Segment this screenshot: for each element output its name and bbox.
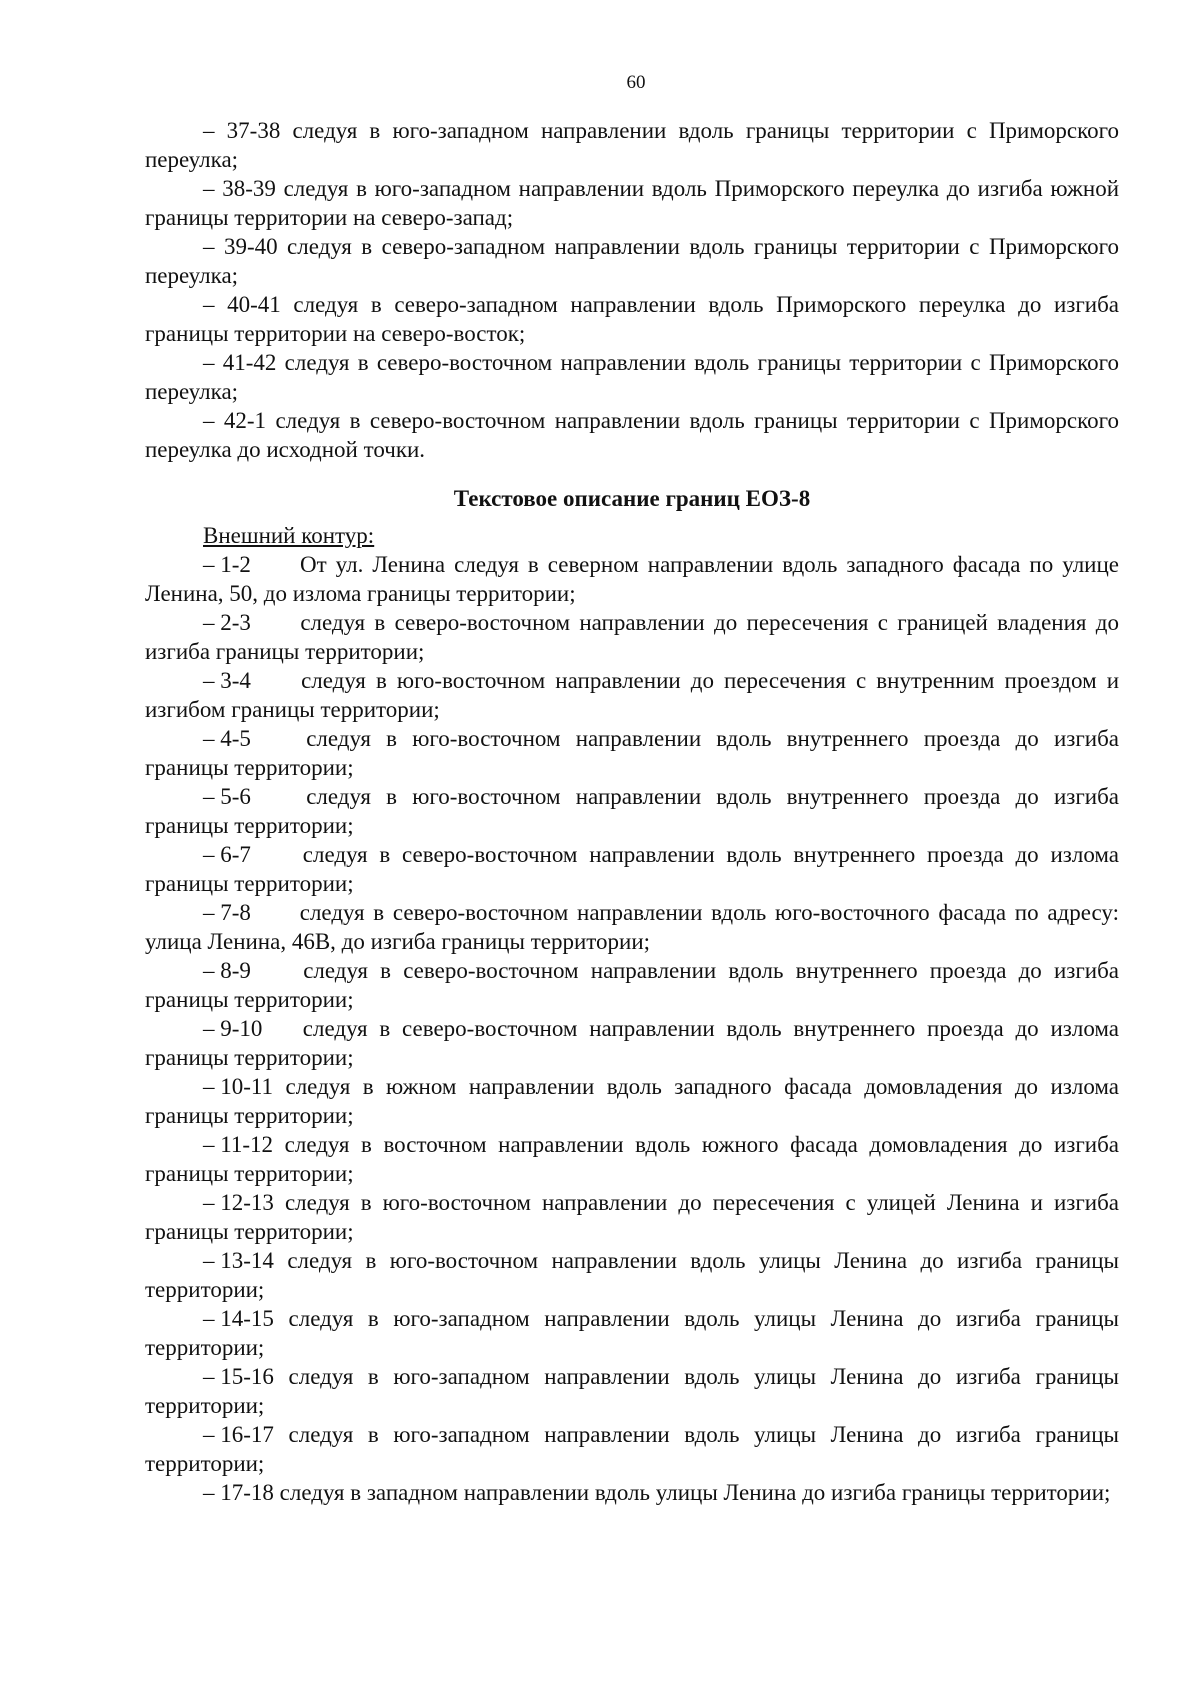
segment-code: – 14-15 (203, 1306, 274, 1331)
segment-code: – 9-10 (203, 1016, 263, 1041)
segment-code: – 16-17 (203, 1422, 274, 1447)
boundary-section-eoz8 (145, 550, 1119, 1507)
boundary-segment-paragraph: – 41-42 следуя в северо-восточном направлении вдоль границы территории с Приморского переулка; (145, 350, 1119, 404)
segment-description: следуя в юго-восточном направлении вдоль внутреннего проезда до изгиба границы территории; (145, 784, 1119, 838)
outer-contour-label: Внешний контур: (203, 523, 375, 548)
boundary-segment-paragraph (145, 840, 1119, 898)
segment-description: следуя в юго-западном направлении вдоль улицы Ленина до изгиба границы территории; (145, 1306, 1119, 1360)
boundary-segment-paragraph (145, 1304, 1119, 1362)
boundary-segment-paragraph (145, 666, 1119, 724)
segment-description: От ул. Ленина следуя в северном направлении вдоль западного фасада по улице Ленина, 50, до излома границы территории; (145, 552, 1120, 606)
boundary-segment-paragraph (145, 1014, 1119, 1072)
segment-description: следуя в юго-западном направлении вдоль улицы Ленина до изгиба границы территории; (145, 1364, 1119, 1418)
boundary-segment-paragraph (145, 1478, 1119, 1507)
segment-code: – 17-18 (203, 1480, 274, 1505)
segment-code: – 15-16 (203, 1364, 274, 1389)
segment-description: следуя в западном направлении вдоль улицы Ленина до изгиба границы территории; (279, 1480, 1111, 1505)
segment-code: – 6-7 (203, 842, 251, 867)
segment-description: следуя в юго-восточном направлении до пересечения с улицей Ленина и изгиба границы территории; (145, 1190, 1119, 1244)
document-content (145, 116, 1119, 1507)
segment-description: следуя в восточном направлении вдоль южного фасада домовладения до изгиба границы территории; (145, 1132, 1119, 1186)
segment-description: следуя в юго-восточном направлении до пересечения с внутренним проездом и изгибом границы территории; (145, 668, 1120, 722)
boundary-segment-paragraph (145, 550, 1119, 608)
boundary-segment-paragraph (145, 1072, 1119, 1130)
segment-description: следуя в юго-восточном направлении вдоль улицы Ленина до изгиба границы территории; (145, 1248, 1120, 1302)
segment-code: – 3-4 (203, 668, 251, 693)
segment-code: – 5-6 (203, 784, 251, 809)
boundary-segment-paragraph: – 42-1 следуя в северо-восточном направлении вдоль границы территории с Приморского переулка до исходной точки. (145, 408, 1119, 462)
segment-description: следуя в северо-восточном направлении вдоль внутреннего проезда до излома границы территории; (145, 1016, 1120, 1070)
segment-code: – 10-11 (203, 1074, 274, 1099)
segment-code: – 1-2 (203, 552, 251, 577)
segment-description: следуя в юго-восточном направлении вдоль внутреннего проезда до изгиба границы территории; (145, 726, 1119, 780)
boundary-segment-paragraph (145, 898, 1119, 956)
segment-code: – 7-8 (203, 900, 251, 925)
segment-code: – 2-3 (203, 610, 251, 635)
boundary-segment-paragraph: – 38-39 следуя в юго-западном направлении вдоль Приморского переулка до изгиба южной границы территории на северо-запад; (145, 176, 1119, 230)
boundary-segment-paragraph (145, 1362, 1119, 1420)
segment-description: следуя в северо-восточном направлении вдоль юго-восточного фасада по адресу: улица Ленина, 46В, до изгиба границы территории; (145, 900, 1120, 954)
segment-description: следуя в северо-восточном направлении вдоль внутреннего проезда до излома границы территории; (145, 842, 1120, 896)
boundary-segment-paragraph (145, 782, 1119, 840)
segment-code: – 4-5 (203, 726, 251, 751)
segment-description: следуя в северо-восточном направлении до пересечения с границей владения до изгиба границы территории; (145, 610, 1120, 664)
segment-description: следуя в юго-западном направлении вдоль улицы Ленина до изгиба границы территории; (145, 1422, 1119, 1476)
segment-code: – 11-12 (203, 1132, 274, 1157)
section-heading: Текстовое описание границ ЕОЗ-8 (453, 486, 811, 511)
boundary-segment-paragraph: – 40-41 следуя в северо-западном направлении вдоль Приморского переулка до изгиба границы территории на северо-восток; (145, 292, 1119, 346)
segment-code: – 13-14 (203, 1248, 274, 1273)
segment-code: – 8-9 (203, 958, 251, 983)
boundary-segment-paragraph (145, 1188, 1119, 1246)
boundary-segment-paragraph (145, 1246, 1119, 1304)
boundary-segment-paragraph (145, 1130, 1119, 1188)
boundary-segment-paragraph: – 39-40 следуя в северо-западном направлении вдоль границы территории с Приморского переулка; (145, 234, 1119, 288)
segment-description: следуя в южном направлении вдоль западного фасада домовладения до излома границы территории; (145, 1074, 1120, 1128)
boundary-segment-paragraph (145, 608, 1119, 666)
segment-description: следуя в северо-восточном направлении вдоль внутреннего проезда до изгиба границы территории; (145, 958, 1120, 1012)
boundary-segment-paragraph: – 37-38 следуя в юго-западном направлении вдоль границы территории с Приморского переулка; (145, 118, 1119, 172)
boundary-segment-paragraph (145, 1420, 1119, 1478)
outer-contour-label-line (145, 521, 1119, 550)
boundary-segment-paragraph (145, 956, 1119, 1014)
segment-code: – 12-13 (203, 1190, 274, 1215)
boundary-segment-paragraph (145, 724, 1119, 782)
boundary-section-previous (145, 116, 1119, 464)
page-number: 60 (626, 72, 646, 93)
